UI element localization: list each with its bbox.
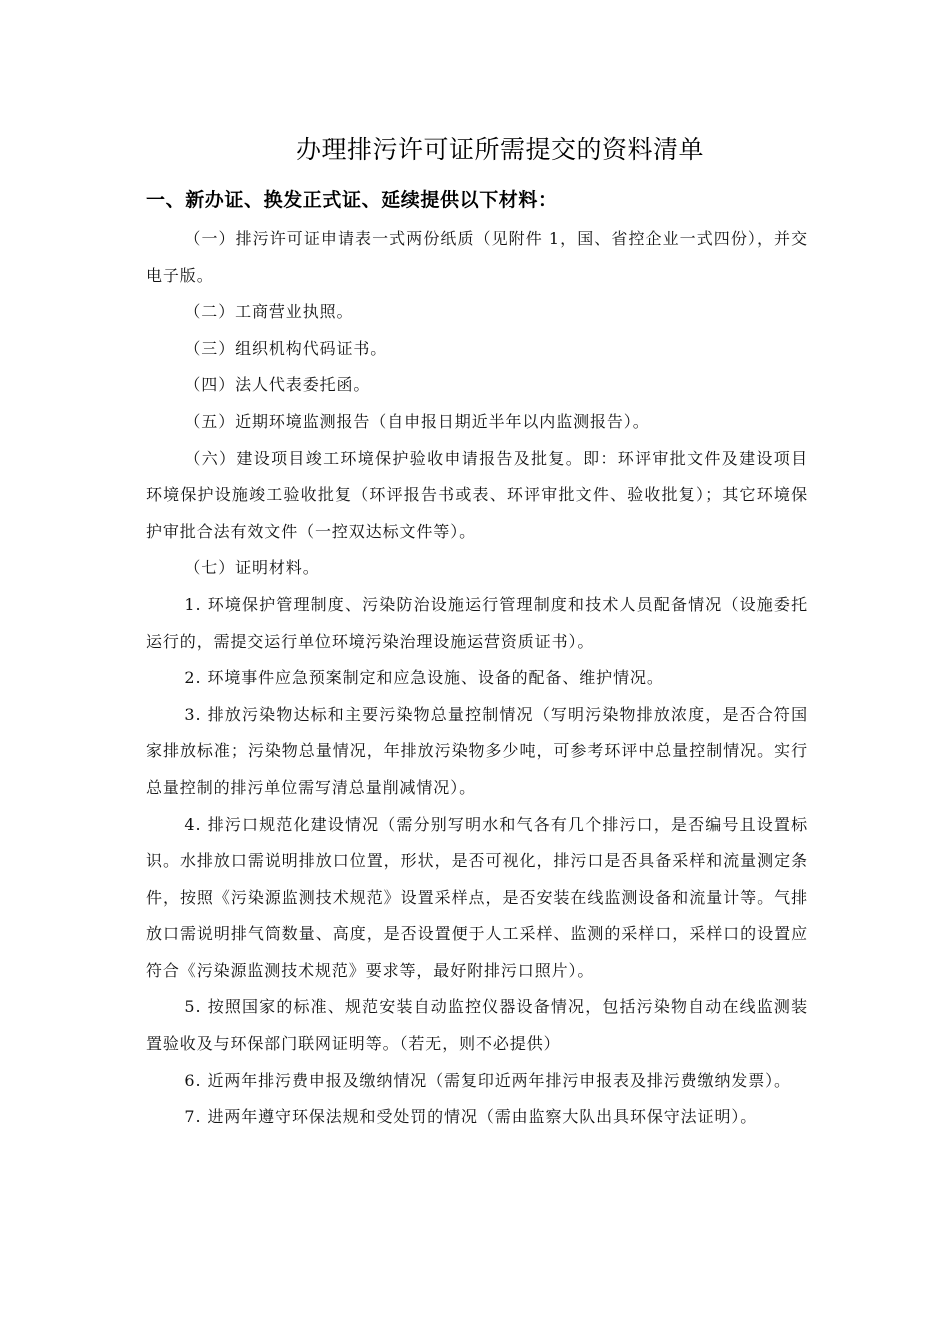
list-item-5: （五）近期环境监测报告（自申报日期近半年以内监测报告）。 (184, 411, 650, 431)
list-item-3: （三）组织机构代码证书。 (184, 338, 388, 358)
sub-item-6: 6. 近两年排污费申报及缴纳情况（需复印近两年排污申报表及排污费缴纳发票）。 (184, 1070, 791, 1090)
sub-item-3: 3. 排放污染物达标和主要污染物总量控制情况（写明污染物排放浓度，是否合符国家排放标准；污染物总量情况，年排放污染物多少吨，可参考环评中总量控制情况。实行总量控制的排污单位需写清总量削减情况）。 (146, 704, 808, 797)
list-item-4: （四）法人代表委托函。 (184, 375, 371, 395)
sub-item-2: 2. 环境事件应急预案制定和应急设施、设备的配备、维护情况。 (184, 668, 664, 688)
sub-item-7: 7. 进两年遵守环保法规和受处罚的情况（需由监察大队出具环保守法证明）。 (184, 1107, 758, 1127)
list-item-2: （二）工商营业执照。 (184, 302, 354, 322)
list-item-1: （一）排污许可证申请表一式两份纸质（见附件 1，国、省控企业一式四份），并交电子版。 (146, 229, 808, 285)
document-title: 办理排污许可证所需提交的资料清单 (295, 135, 704, 164)
section-heading: 一、新办证、换发正式证、延续提供以下材料： (146, 189, 558, 211)
sub-item-4: 4. 排污口规范化建设情况（需分别写明水和气各有几个排污口，是否编号且设置标识。水排放口需说明排放口位置，形状，是否可视化，排污口是否具备采样和流量测定条件，按照《污染源监测技术规范》设置采样点，是否安装在线监测设备和流量计等。气排放口需说明排气筒数量、高度，是否设置便于人工采样、监测的采样口，采样口的设置应符合《污染源监测技术规范》要求等，最好附排污口照片）。 (146, 814, 808, 980)
sub-item-5: 5. 按照国家的标准、规范安装自动监控仪器设备情况，包括污染物自动在线监测装置验收及与环保部门联网证明等。（若无，则不必提供） (146, 997, 808, 1054)
list-item-6: （六）建设项目竣工环境保护验收申请报告及批复。即：环评审批文件及建设项目环境保护设施竣工验收批复（环评报告书或表、环评审批文件、验收批复）；其它环境保护审批合法有效文件（一控双达标文件等）。 (146, 448, 808, 541)
list-item-7: （七）证明材料。 (184, 558, 320, 578)
sub-item-1: 1. 环境保护管理制度、污染防治设施运行管理制度和技术人员配备情况（设施委托运行的，需提交运行单位环境污染治理设施运营资质证书）。 (146, 594, 808, 651)
document-body (146, 221, 808, 1136)
